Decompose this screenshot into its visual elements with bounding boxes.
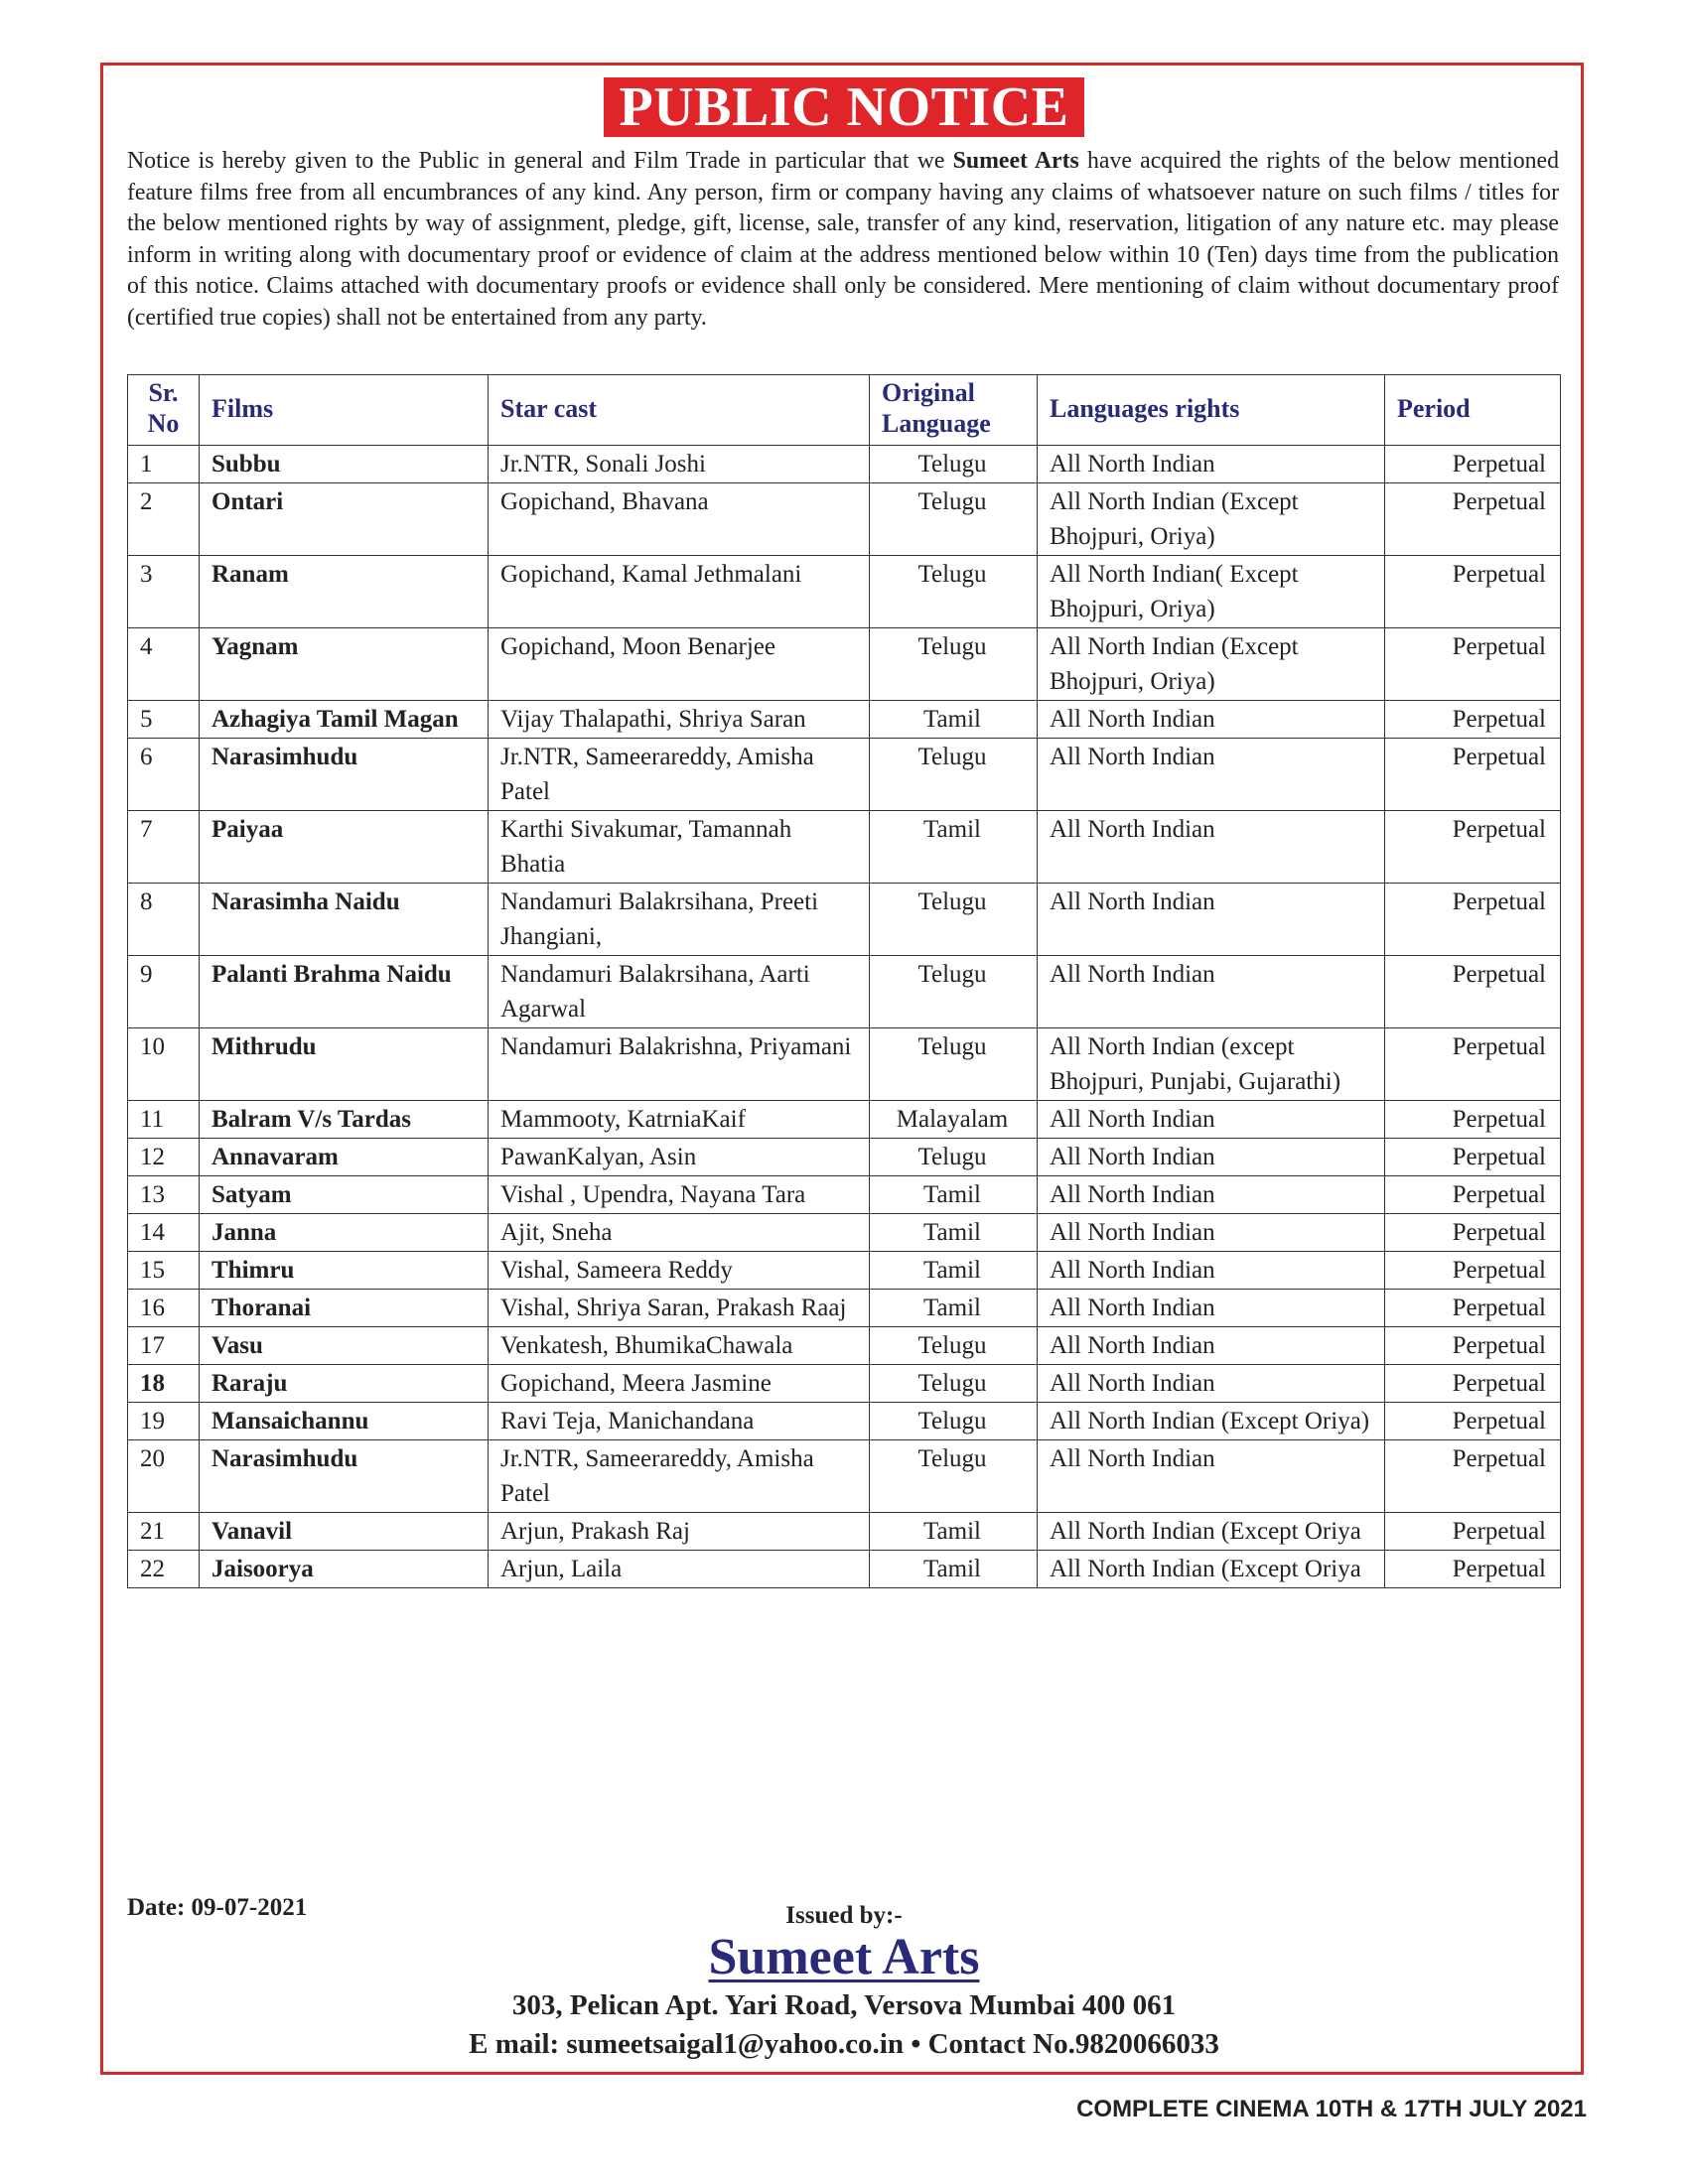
row-language: Tamil [870, 811, 1038, 884]
row-period: Perpetual [1385, 628, 1561, 701]
row-sr-no: 22 [128, 1551, 200, 1588]
row-sr-no: 14 [128, 1214, 200, 1252]
row-star-cast: Vishal, Sameera Reddy [489, 1252, 870, 1290]
table-row [128, 1403, 1561, 1440]
row-rights: All North Indian [1038, 956, 1385, 1028]
table-row [128, 1214, 1561, 1252]
row-star-cast: Karthi Sivakumar, Tamannah Bhatia [489, 811, 870, 884]
row-star-cast: Gopichand, Kamal Jethmalani [489, 556, 870, 628]
row-period: Perpetual [1385, 739, 1561, 811]
header-films: Films [200, 375, 489, 446]
row-star-cast: Arjun, Prakash Raj [489, 1513, 870, 1551]
row-film: Narasimhudu [200, 1440, 489, 1513]
issuer-address: 303, Pelican Apt. Yari Road, Versova Mumbai 400 061 [511, 1989, 1177, 2021]
header-star-cast: Star cast [489, 375, 870, 446]
row-language: Telugu [870, 1403, 1038, 1440]
row-language: Tamil [870, 1176, 1038, 1214]
row-sr-no: 11 [128, 1101, 200, 1139]
issued-by-label: Issued by:- [785, 1902, 903, 1929]
row-sr-no: 2 [128, 483, 200, 556]
row-film: Vasu [200, 1327, 489, 1365]
row-period: Perpetual [1385, 1252, 1561, 1290]
table-row [128, 628, 1561, 701]
row-film: Azhagiya Tamil Magan [200, 701, 489, 739]
row-period: Perpetual [1385, 1403, 1561, 1440]
header-period: Period [1385, 375, 1561, 446]
header-languages-rights: Languages rights [1038, 375, 1385, 446]
row-period: Perpetual [1385, 1440, 1561, 1513]
row-sr-no: 5 [128, 701, 200, 739]
row-language: Telugu [870, 556, 1038, 628]
table-row [128, 1290, 1561, 1327]
row-language: Telugu [870, 956, 1038, 1028]
row-star-cast: Vishal , Upendra, Nayana Tara [489, 1176, 870, 1214]
row-period: Perpetual [1385, 1290, 1561, 1327]
table-row [128, 1028, 1561, 1101]
row-language: Telugu [870, 739, 1038, 811]
row-sr-no: 21 [128, 1513, 200, 1551]
row-rights: All North Indian (Except Oriya [1038, 1513, 1385, 1551]
row-star-cast: Mammooty, KatrniaKaif [489, 1101, 870, 1139]
row-period: Perpetual [1385, 1214, 1561, 1252]
row-period: Perpetual [1385, 1327, 1561, 1365]
row-film: Satyam [200, 1176, 489, 1214]
table-row [128, 739, 1561, 811]
issuer-contact: E mail: sumeetsaigal1@yahoo.co.in • Contact No.9820066033 [469, 2028, 1219, 2060]
row-rights: All North Indian (Except Oriya) [1038, 1403, 1385, 1440]
notice-company: Sumeet Arts [952, 148, 1079, 174]
table-row [128, 701, 1561, 739]
row-film: Mansaichannu [200, 1403, 489, 1440]
header-sr-no: Sr. No [128, 375, 200, 446]
row-period: Perpetual [1385, 1101, 1561, 1139]
row-film: Thoranai [200, 1290, 489, 1327]
table-row [128, 1440, 1561, 1513]
table-row [128, 1327, 1561, 1365]
row-film: Narasimha Naidu [200, 884, 489, 956]
row-sr-no: 6 [128, 739, 200, 811]
row-star-cast: Nandamuri Balakrsihana, Aarti Agarwal [489, 956, 870, 1028]
row-period: Perpetual [1385, 956, 1561, 1028]
table-row [128, 1365, 1561, 1403]
row-language: Telugu [870, 1327, 1038, 1365]
row-period: Perpetual [1385, 483, 1561, 556]
row-rights: All North Indian (except Bhojpuri, Punjabi, Gujarathi) [1038, 1028, 1385, 1101]
publication-footer: COMPLETE CINEMA 10TH & 17TH JULY 2021 [1076, 2096, 1587, 2122]
row-film: Balram V/s Tardas [200, 1101, 489, 1139]
row-sr-no: 20 [128, 1440, 200, 1513]
row-language: Telugu [870, 483, 1038, 556]
row-language: Telugu [870, 884, 1038, 956]
row-film: Subbu [200, 446, 489, 483]
table-row [128, 556, 1561, 628]
row-sr-no: 13 [128, 1176, 200, 1214]
notice-text-1: Notice is hereby given to the Public in general and Film Trade in particular that we [127, 148, 953, 174]
table-row [128, 483, 1561, 556]
row-film: Jaisoorya [200, 1551, 489, 1588]
row-period: Perpetual [1385, 811, 1561, 884]
row-rights: All North Indian [1038, 446, 1385, 483]
row-period: Perpetual [1385, 1365, 1561, 1403]
row-film: Annavaram [200, 1139, 489, 1176]
row-sr-no: 12 [128, 1139, 200, 1176]
notice-date: Date: 09-07-2021 [127, 1894, 308, 1921]
row-star-cast: Vishal, Shriya Saran, Prakash Raaj [489, 1290, 870, 1327]
row-period: Perpetual [1385, 884, 1561, 956]
row-star-cast: Jr.NTR, Sonali Joshi [489, 446, 870, 483]
table-row [128, 1513, 1561, 1551]
row-film: Palanti Brahma Naidu [200, 956, 489, 1028]
row-language: Telugu [870, 1365, 1038, 1403]
title-wrap [0, 77, 1688, 137]
row-star-cast: Ajit, Sneha [489, 1214, 870, 1252]
row-sr-no: 18 [128, 1365, 200, 1403]
row-star-cast: PawanKalyan, Asin [489, 1139, 870, 1176]
row-period: Perpetual [1385, 446, 1561, 483]
row-language: Telugu [870, 446, 1038, 483]
row-film: Thimru [200, 1252, 489, 1290]
row-period: Perpetual [1385, 1513, 1561, 1551]
row-film: Yagnam [200, 628, 489, 701]
row-star-cast: Gopichand, Meera Jasmine [489, 1365, 870, 1403]
row-sr-no: 19 [128, 1403, 200, 1440]
row-language: Tamil [870, 1290, 1038, 1327]
issuer-name: Sumeet Arts [708, 1929, 980, 1985]
row-star-cast: Arjun, Laila [489, 1551, 870, 1588]
table-row [128, 956, 1561, 1028]
row-film: Raraju [200, 1365, 489, 1403]
row-rights: All North Indian [1038, 1101, 1385, 1139]
row-rights: All North Indian [1038, 1139, 1385, 1176]
row-language: Telugu [870, 1139, 1038, 1176]
row-rights: All North Indian [1038, 1176, 1385, 1214]
row-period: Perpetual [1385, 556, 1561, 628]
row-star-cast: Jr.NTR, Sameerareddy, Amisha Patel [489, 739, 870, 811]
table-header-row [128, 375, 1561, 446]
row-film: Ranam [200, 556, 489, 628]
row-rights: All North Indian [1038, 1290, 1385, 1327]
row-film: Ontari [200, 483, 489, 556]
row-rights: All North Indian [1038, 1252, 1385, 1290]
row-language: Tamil [870, 1214, 1038, 1252]
row-sr-no: 4 [128, 628, 200, 701]
notice-text-2: have acquired the rights of the below mentioned feature films free from all encumbrances of any kind. Any person, firm or company having any claims of whatsoever nature on such films / titles for the below mentioned rights by way of assignment, pledge, gift, license, sale, transfer of any kind, reservation, litigation of any nature etc. may please inform in writing along with documentary proof or evidence of claim at the address mentioned below within 10 (Ten) days time from the publication of this notice. Claims attached with documentary proofs or evidence shall only be considered. Mere mentioning of claim without documentary proof (certified true copies) shall not be entertained from any party. [127, 148, 1560, 331]
row-language: Telugu [870, 1440, 1038, 1513]
row-rights: All North Indian [1038, 701, 1385, 739]
issuer-wrap [0, 1928, 1688, 1986]
row-star-cast: Nandamuri Balakrsihana, Preeti Jhangiani, [489, 884, 870, 956]
table-row [128, 884, 1561, 956]
table-row [128, 446, 1561, 483]
row-star-cast: Venkatesh, BhumikaChawala [489, 1327, 870, 1365]
row-film: Janna [200, 1214, 489, 1252]
header-original-language: Original Language [870, 375, 1038, 446]
row-rights: All North Indian [1038, 1440, 1385, 1513]
films-table [127, 374, 1561, 1588]
row-rights: All North Indian (Except Bhojpuri, Oriya) [1038, 483, 1385, 556]
table-row [128, 811, 1561, 884]
row-sr-no: 15 [128, 1252, 200, 1290]
row-language: Tamil [870, 1252, 1038, 1290]
row-language: Malayalam [870, 1101, 1038, 1139]
row-rights: All North Indian [1038, 1327, 1385, 1365]
row-rights: All North Indian [1038, 1214, 1385, 1252]
row-period: Perpetual [1385, 1028, 1561, 1101]
table-row [128, 1101, 1561, 1139]
row-period: Perpetual [1385, 1139, 1561, 1176]
row-sr-no: 17 [128, 1327, 200, 1365]
row-rights: All North Indian [1038, 884, 1385, 956]
row-sr-no: 10 [128, 1028, 200, 1101]
row-rights: All North Indian (Except Oriya [1038, 1551, 1385, 1588]
row-period: Perpetual [1385, 701, 1561, 739]
row-star-cast: Jr.NTR, Sameerareddy, Amisha Patel [489, 1440, 870, 1513]
table-row [128, 1252, 1561, 1290]
table-row [128, 1176, 1561, 1214]
row-film: Paiyaa [200, 811, 489, 884]
row-rights: All North Indian [1038, 739, 1385, 811]
row-rights: All North Indian( Except Bhojpuri, Oriya) [1038, 556, 1385, 628]
row-film: Narasimhudu [200, 739, 489, 811]
row-sr-no: 8 [128, 884, 200, 956]
row-rights: All North Indian (Except Bhojpuri, Oriya) [1038, 628, 1385, 701]
row-star-cast: Gopichand, Moon Benarjee [489, 628, 870, 701]
row-period: Perpetual [1385, 1551, 1561, 1588]
row-sr-no: 3 [128, 556, 200, 628]
row-rights: All North Indian [1038, 811, 1385, 884]
row-film: Vanavil [200, 1513, 489, 1551]
row-rights: All North Indian [1038, 1365, 1385, 1403]
row-language: Telugu [870, 628, 1038, 701]
table-row [128, 1139, 1561, 1176]
row-language: Tamil [870, 1551, 1038, 1588]
row-star-cast: Nandamuri Balakrishna, Priyamani [489, 1028, 870, 1101]
row-language: Tamil [870, 701, 1038, 739]
row-star-cast: Gopichand, Bhavana [489, 483, 870, 556]
row-star-cast: Ravi Teja, Manichandana [489, 1403, 870, 1440]
table-row [128, 1551, 1561, 1588]
row-film: Mithrudu [200, 1028, 489, 1101]
row-sr-no: 7 [128, 811, 200, 884]
row-sr-no: 9 [128, 956, 200, 1028]
row-language: Tamil [870, 1513, 1038, 1551]
row-language: Telugu [870, 1028, 1038, 1101]
notice-paragraph [127, 146, 1559, 334]
row-star-cast: Vijay Thalapathi, Shriya Saran [489, 701, 870, 739]
notice-title: PUBLIC NOTICE [604, 77, 1083, 137]
row-sr-no: 16 [128, 1290, 200, 1327]
row-sr-no: 1 [128, 446, 200, 483]
row-period: Perpetual [1385, 1176, 1561, 1214]
